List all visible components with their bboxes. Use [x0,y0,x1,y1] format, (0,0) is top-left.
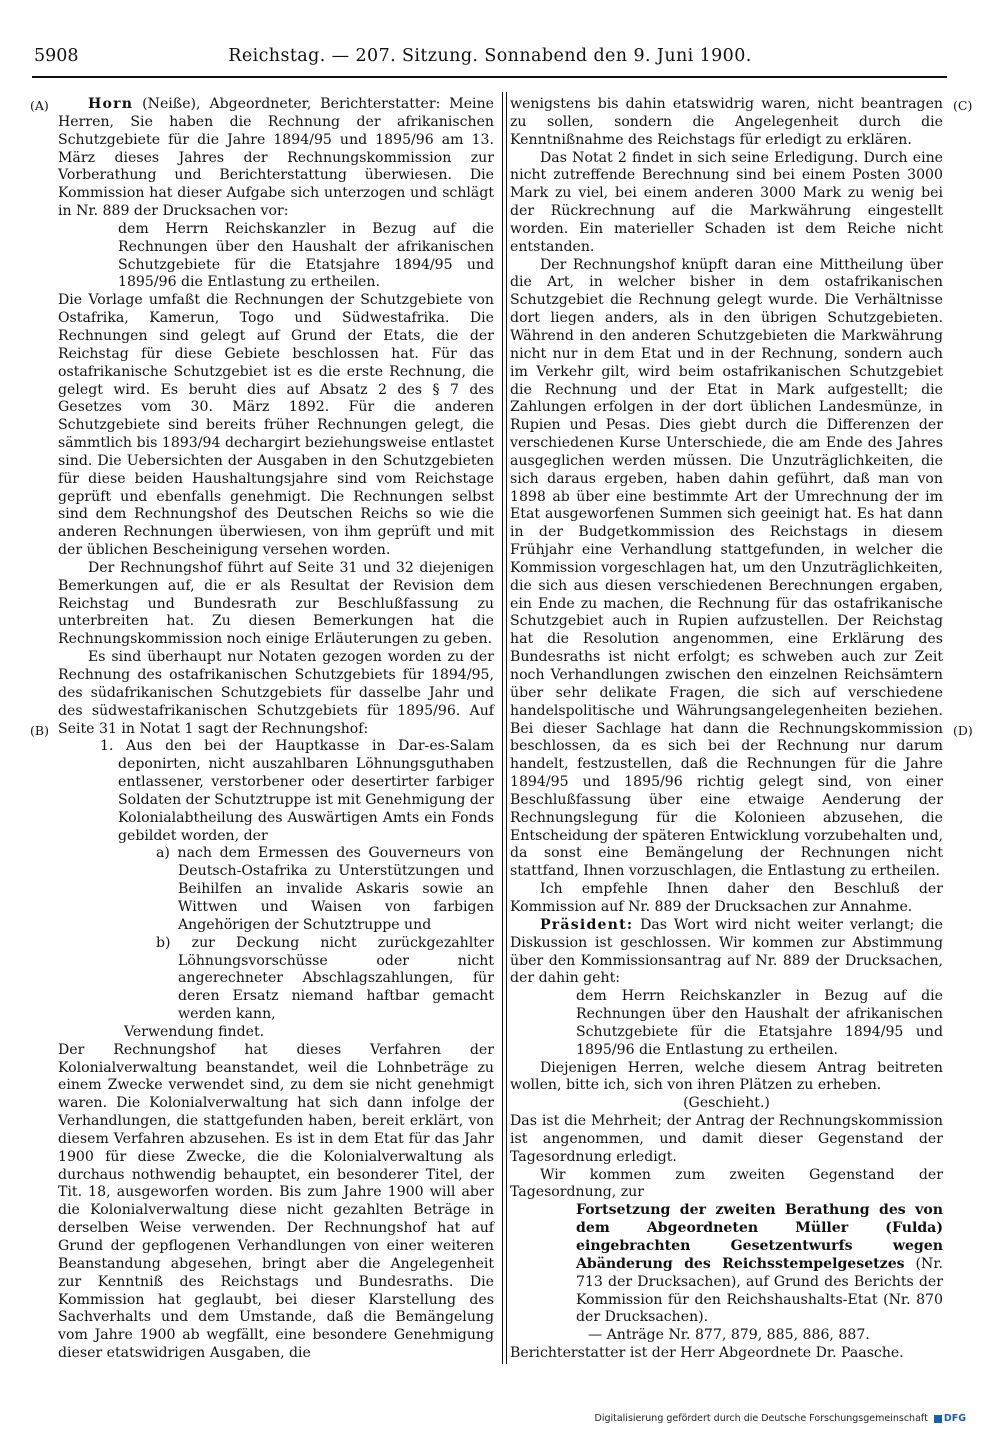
stage-direction: (Geschieht.) [683,1095,770,1112]
page-header [34,46,946,72]
list-subitem: b) zur Deckung nicht zurückgezahlter Löhnungsvorschüsse oder nicht angerechneter Abschlagszahlungen, für deren Ersatz niemand haftbar gemacht werden kann, [156,934,494,1023]
paragraph: Der Rechnungshof knüpft daran eine Mittheilung über die Art, in welcher bisher in dem ostafrikanischen Schutzgebiet die Rechnung gelegt wurde. Die Verhältnisse dort liegen anders, als in den übrigen Schutzgebieten. Während in den anderen Schutzgebieten die Markwährung nicht nur in dem Etat und in der Rechnung, sondern auch im Verkehr gilt, wird beim ostafrikanischen Schutzgebiet die Rechnung und der Etat in Mark aufgestellt; die Zahlungen erfolgen in der dort üblichen Landesmünze, in Rupien und Pesas. Dies giebt durch die Differenzen der verschiedenen Kurse Unterschiede, die am Ende des Jahres ausgeglichen werden müssen. Die Unzuträglichkeiten, die sich daraus ergeben, haben dahin geführt, daß man von 1898 ab über eine bestimmte Art der Umrechnung der im Etat ausgeworfenen Summen sich geeinigt hat. Es hat dann in der Budgetkommission des Reichstags in diesem Frühjahr eine Verhandlung stattgefunden, in welcher die Kommission vorgeschlagen hat, um den Unzuträglichkeiten, die sich aus diesen verschiedenen Berechnungen ergaben, ein Ende zu machen, die Rechnung für das ostafrikanische Schutzgebiet auch in Rupien aufzustellen. Der Reichstag hat die Resolution angenommen, eine Erklärung des Bundesraths ist nicht erfolgt; es schweben auch zur Zeit noch Verhandlungen zwischen den einzelnen Reichsämtern über sehr delikate Fragen, die sich auf verschiedene handelspolitische und Währungsangelegenheiten beziehen. Bei dieser Sachlage hat dann die Rechnungskommission beschlossen, da es sich bei der Rechnung nur darum handelt, festzustellen, daß die Rechnungen für die Jahre 1894/95 und 1895/96 richtig gelegt sind, von einer Beschlußfassung über eine etwaige Aenderung der Rechnungslegung für die Kolonieen abzusehen, die Entscheidung der späteren Entwicklung vorzubehalten und, da sonst eine Bemängelung der Rechnungen nicht stattfand, Ihnen vorzuschlagen, die Entlastung zu ertheilen. [510,256,943,880]
paragraph: Diejenigen Herren, welche diesem Antrag beitreten wollen, bitte ich, sich von ihren Plätzen zu erheben. [510,1059,943,1094]
paragraph: Die Vorlage umfaßt die Rechnungen der Schutzgebiete von Ostafrika, Kamerun, Togo und Südwestafrika. Die Rechnungen sind gelegt auf Grund der Etats, die der Reichstag für diese Gebiete beschlossen hat. Für das ostafrikanische Schutzgebiet ist es die erste Rechnung, die gelegt wird. Es beruht dies auf Absatz 2 des § 7 des Gesetzes vom 30. März 1892. Für die anderen Schutzgebiete sind bereits früher Rechnungen gelegt, die sämmtlich bis 1893/94 dechargirt beziehungsweise entlastet sind. Die Uebersichten der Ausgaben in den Schutzgebieten für diese beiden Haushaltungsjahre sind vom Reichstage geprüft und ebenfalls genehmigt. Die Rechnungen selbst sind dem Rechnungshof des Deutschen Reichs so wie die anderen Rechnungen überwiesen, von ihm geprüft und mit der üblichen Bescheinigung versehen worden. [58,292,494,559]
agenda-item: Fortsetzung der zweiten Berathung des von dem Abgeordneten Müller (Fulda) eingebrachten Gesetzentwurfs wegen Abänderung des Reichsstempelgesetzes (Nr. 713 der Drucksachen), auf Grund des Berichts der Kommission für den Reichshaushalts-Etat (Nr. 870 der Drucksachen). [576,1202,943,1326]
margin-marker-a: (A) [30,98,49,113]
column-divider [502,92,507,1364]
margin-marker-c: (C) [953,98,973,113]
motion-quote: dem Herrn Reichskanzler in Bezug auf die Rechnungen über den Haushalt der afrikanischen Schutzgebiete für die Etatsjahre 1894/95 und 1895/96 die Entlastung zu ertheilen. [576,988,943,1058]
paragraph: Der Rechnungshof führt auf Seite 31 und 32 diejenigen Bemerkungen auf, die er als Resultat der Revision dem Reichstag und Bundesrath zur Beschlußfassung zu unterbreiten hat. Zu diesen Bemerkungen hat die Rechnungskommission noch einige Erläuterungen zu geben. [58,559,494,648]
motion-quote: dem Herrn Reichskanzler in Bezug auf die Rechnungen über den Haushalt der afrikanischen Schutzgebiete für die Etatsjahre 1894/95 und 1895/96 die Entlastung zu ertheilen. [118,220,494,291]
margin-marker-b: (B) [30,723,49,738]
page-number: 5908 [34,46,79,66]
list-item-end: Verwendung findet. [124,1023,265,1040]
paragraph: Präsident: Das Wort wird nicht weiter verlangt; die Diskussion ist geschlossen. Wir kommen zur Abstimmung über den Kommissionsantrag auf Nr. 889 der Drucksachen, der dahin geht: [510,916,943,987]
left-column [58,96,494,1363]
digitization-credit [595,1413,967,1424]
agenda-item-title: Fortsetzung der zweiten Berathung des von dem Abgeordneten Müller (Fulda) eingebrachten Gesetzentwurfs wegen Abänderung des Reichsstempelgesetzes [576,1202,943,1272]
paragraph: Der Rechnungshof hat dieses Verfahren der Kolonialverwaltung beanstandet, weil die Lohnbeträge zu einem Zwecke verwendet sind, zu dem sie nicht genehmigt waren. Die Kolonialverwaltung hat sich dann infolge der Verhandlungen, die stattgefunden haben, bereit erklärt, von diesem Verfahren abzusehen. Es ist in dem Etat für das Jahr 1900 für diese Zwecke, die die Kolonialverwaltung als durchaus nothwendig behauptet, ein besonderer Titel, der Tit. 18, ausgeworfen worden. Bis zum Jahre 1900 will aber die Kolonialverwaltung diese nicht gezahlten Beträge in derselben Weise verwenden. Der Rechnungshof hat auf Grund der gepflogenen Verhandlungen von einer weiteren Beanstandung abgesehen, bringt aber die Angelegenheit zur Kenntniß des Reichstags und Bundesraths. Die Kommission hat geglaubt, bei dieser Klarstellung des Sachverhalts und dem Umstande, daß die Bemängelung vom Jahre 1900 ab wegfällt, eine besondere Genehmigung dieser etatswidrigen Ausgaben, die [58,1041,494,1362]
paragraph: Das Notat 2 findet in sich seine Erledigung. Durch eine nicht zutreffende Berechnung sind bei einem Posten 3000 Mark zu viel, bei einem anderen 3000 Mark zu wenig bei der Rückrechnung auf die Markwährung eingestellt worden. Ein materieller Schaden ist dem Reiche nicht entstanden. [510,149,943,255]
running-head: Reichstag. — 207. Sitzung. Sonnabend den 9. Juni 1900. [228,46,752,66]
list-item: 1. Aus den bei der Hauptkasse in Dar-es-Salam deponirten, nicht auszahlbaren Löhnungsguthaben entlassener, verstorbener oder desertirter farbiger Soldaten der Schutztruppe ist mit Genehmigung der Kolonialabtheilung des Auswärtigen Amts ein Fonds gebildet worden, der [100,738,494,844]
right-column [510,96,943,1363]
dfg-logo-text: DFG [943,1413,966,1424]
credit-text: Digitalisierung gefördert durch die Deutsche Forschungsgemeinschaft [594,1413,928,1424]
list-subitem: a) nach dem Ermessen des Gouverneurs von Deutsch-Ostafrika zu Unterstützungen und Beihilfen an invalide Askaris sowie an Wittwen und Waisen von farbigen Angehörigen der Schutztruppe und [156,845,494,933]
margin-marker-d: (D) [953,723,973,738]
paragraph: Wir kommen zum zweiten Gegenstand der Tagesordnung, zur [510,1166,943,1201]
speaker-name: Präsident: [540,916,634,933]
paragraph: wenigstens bis dahin etatswidrig waren, nicht beantragen zu sollen, sondern die Angelegenheit durch die Kenntnißnahme des Reichstags für erledigt zu erklären. [510,96,943,148]
header-rule [32,76,947,78]
paragraph: Es sind überhaupt nur Notaten gezogen worden zu der Rechnung des ostafrikanischen Schutzgebiets für 1894/95, des südafrikanischen Schutzgebiets für dasselbe Jahr und des südwestafrikanischen Schutzgebiets für 1895/96. Auf Seite 31 in Notat 1 sagt der Rechnungshof: [58,649,494,737]
speaker-name: Horn [88,96,134,112]
dfg-logo-icon [934,1415,942,1423]
paragraph: Ich empfehle Ihnen daher den Beschluß der Kommission auf Nr. 889 der Drucksachen zur Annahme. [510,881,943,915]
paragraph: Das ist die Mehrheit; der Antrag der Rechnungskommission ist angenommen, und damit dieser Gegenstand der Tagesordnung erledigt. [510,1113,943,1165]
agenda-motions: — Anträge Nr. 877, 879, 885, 886, 887. [588,1327,870,1344]
paragraph: Berichterstatter ist der Herr Abgeordnete Dr. Paasche. [510,1345,904,1362]
paragraph: Horn (Neiße), Abgeordneter, Berichterstatter: Meine Herren, Sie haben die Rechnung der afrikanischen Schutzgebiete für die Jahre 1894/95 und 1895/96 am 13. März dieses Jahres der Rechnungskommission zur Vorberathung und Berichterstattung überwiesen. Die Kommission hat dieser Aufgabe sich unterzogen und schlägt in Nr. 889 der Drucksachen vor: [58,96,494,220]
dfg-logo [934,1413,966,1424]
